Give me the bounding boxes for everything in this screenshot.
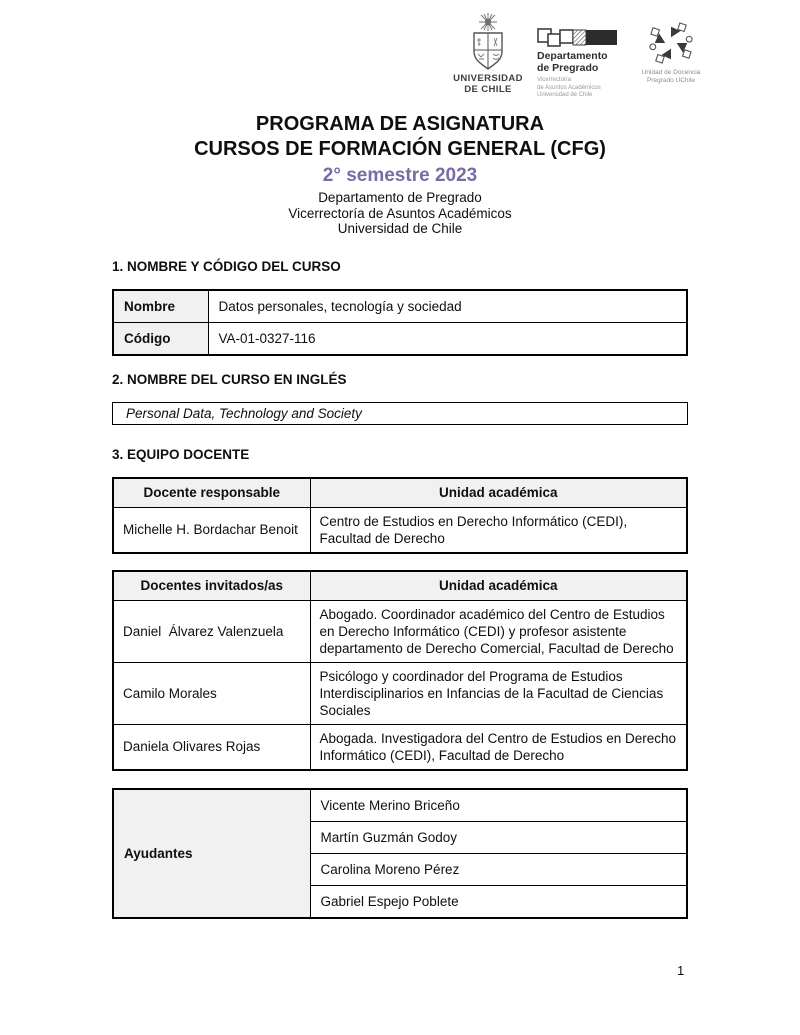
vice-line: Vicerrectoría de Asuntos Académicos	[288, 205, 512, 221]
table-header-row	[113, 478, 687, 508]
table-row	[113, 662, 687, 724]
ayudante-name-cell: Carolina Moreno Pérez	[310, 853, 687, 885]
section1-heading: 1. NOMBRE Y CÓDIGO DEL CURSO	[112, 258, 341, 274]
semester-subtitle: 2° semestre 2023	[322, 165, 478, 186]
page-number: 1	[677, 963, 685, 978]
table-row	[113, 290, 687, 323]
invitados-col1-header: Docentes invitados/as	[113, 571, 310, 601]
document-content	[112, 0, 688, 919]
codigo-label-cell: Código	[113, 322, 208, 355]
pregrado-title-line2: de Pregrado	[537, 61, 599, 74]
nombre-label-cell: Nombre	[113, 290, 208, 323]
codigo-value-cell: VA-01-0327-116	[208, 322, 687, 355]
ayudante-name-cell: Gabriel Espejo Poblete	[310, 885, 687, 918]
course-name-code-table	[112, 289, 688, 356]
section3-heading: 3. EQUIPO DOCENTE	[112, 446, 250, 462]
ayudante-name-cell: Martín Guzmán Godoy	[310, 821, 687, 853]
invitado-name-cell: Daniela Olivares Rojas	[113, 724, 310, 770]
table-row	[113, 789, 687, 822]
invitado-unit-cell: Abogado. Coordinador académico del Centro de Estudios en Derecho Informático (CEDI) y profesor asistente departamento de Derecho Comercial, Facultad de Derecho	[310, 600, 687, 662]
table-row	[113, 600, 687, 662]
table-row	[113, 507, 687, 553]
responsable-col1-header: Docente responsable	[113, 478, 310, 508]
responsable-name-cell: Michelle H. Bordachar Benoit	[113, 507, 310, 553]
invitado-unit-cell: Psicólogo y coordinador del Programa de Estudios Interdisciplinarios en Infancias de la Facultad de Ciencias Sociales	[310, 662, 687, 724]
document-title-line1: PROGRAMA DE ASIGNATURA	[255, 113, 545, 135]
docente-responsable-table	[112, 477, 688, 554]
responsable-unit-cell: Centro de Estudios en Derecho Informático (CEDI), Facultad de Derecho	[310, 507, 687, 553]
uchile-logo-line2: DE CHILE	[464, 84, 512, 95]
uchile-logo-line1: UNIVERSIDAD	[453, 73, 523, 84]
responsable-col2-header: Unidad académica	[310, 478, 687, 508]
invitados-col2-header: Unidad académica	[310, 571, 687, 601]
pregrado-sub-line1: Vicerrectoría	[537, 77, 571, 83]
pregrado-sub-line2: de Asuntos Académicos	[537, 84, 601, 91]
section2-heading: 2. NOMBRE DEL CURSO EN INGLÉS	[112, 371, 347, 387]
ayudantes-label-cell: Ayudantes	[113, 789, 310, 918]
table-row	[113, 724, 687, 770]
nombre-value-cell: Datos personales, tecnología y sociedad	[208, 290, 687, 323]
invitado-unit-cell: Abogada. Investigadora del Centro de Estudios en Derecho Informático (CEDI), Facultad de Derecho	[310, 724, 687, 770]
table-header-row	[113, 571, 687, 601]
dept-line: Departamento de Pregrado	[318, 190, 482, 205]
invitado-name-cell: Daniel Álvarez Valenzuela	[113, 600, 310, 662]
english-name-box: Personal Data, Technology and Society	[112, 402, 688, 425]
title-block	[112, 112, 688, 237]
docencia-text-line2: Pregrado UChile	[646, 77, 696, 84]
docentes-invitados-table	[112, 570, 688, 771]
docencia-text-line1: Unidad de Docencia	[641, 69, 701, 76]
pregrado-sub-line3: Universidad de Chile	[537, 92, 593, 98]
table-row	[113, 322, 687, 355]
pregrado-title-line1: Departamento	[537, 50, 608, 62]
invitado-name-cell: Camilo Morales	[113, 662, 310, 724]
document-title-line2: CURSOS DE FORMACIÓN GENERAL (CFG)	[194, 138, 606, 160]
univ-line: Universidad de Chile	[337, 221, 463, 236]
ayudantes-table	[112, 788, 688, 919]
ayudante-name-cell: Vicente Merino Briceño	[310, 789, 687, 822]
